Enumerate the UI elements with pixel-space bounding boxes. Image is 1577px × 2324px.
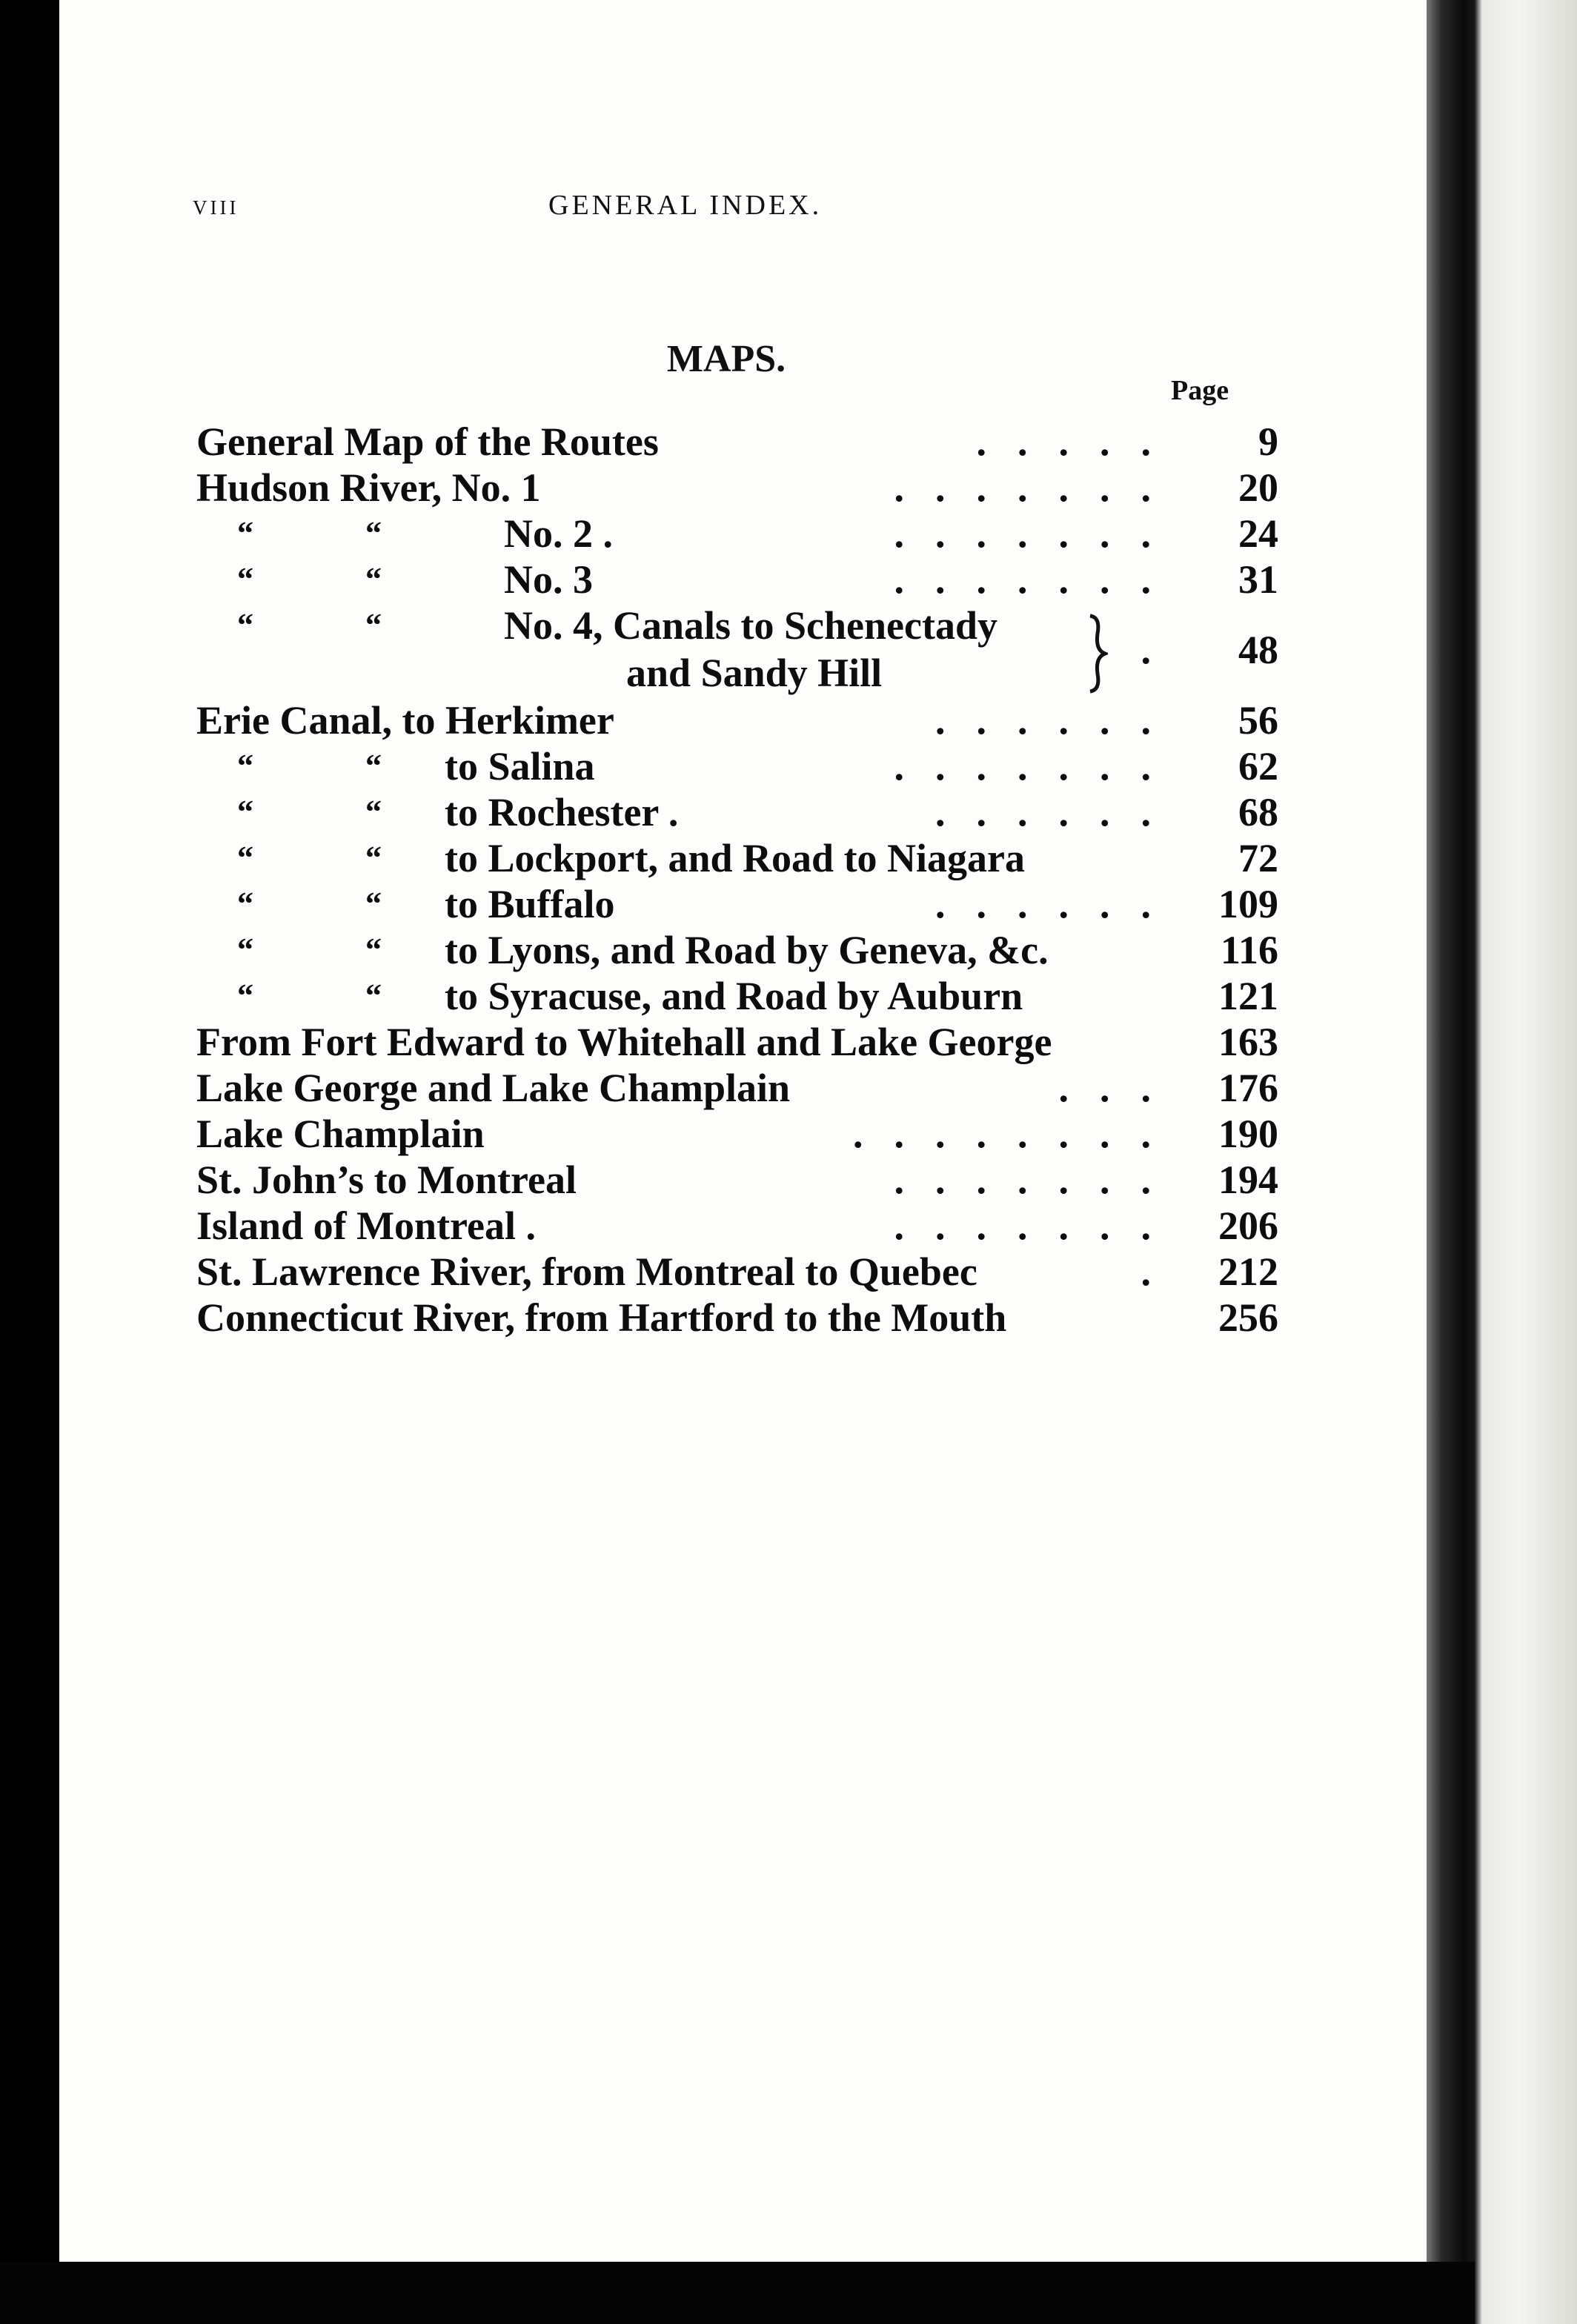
entry-title: to Lockport, and Road to Niagara <box>445 836 1026 880</box>
dot-leader: ....... <box>894 511 1182 556</box>
index-entry <box>196 927 1278 973</box>
entry-page-number: 62 <box>1238 744 1278 788</box>
index-entry <box>196 1065 1278 1111</box>
entry-title: No. 2 . <box>504 511 613 556</box>
entry-page-number: 212 <box>1218 1249 1278 1294</box>
entry-title: Lake George and Lake Champlain <box>196 1066 791 1110</box>
entry-page-number: 206 <box>1218 1204 1278 1248</box>
index-entry <box>196 1249 1278 1295</box>
dot-leader: ........ <box>853 1112 1182 1156</box>
dot-leader: ....... <box>894 465 1182 510</box>
entry-title: to Syracuse, and Road by Auburn <box>445 974 1023 1018</box>
index-entry <box>196 419 1278 465</box>
index-entry <box>196 881 1278 927</box>
page-folio: viii <box>193 190 239 221</box>
entry-page-number: 72 <box>1238 836 1278 880</box>
dot-leader: ....... <box>894 1158 1182 1202</box>
entry-title: General Map of the Routes <box>196 419 659 464</box>
dot-leader: . <box>1141 1249 1182 1294</box>
book-gutter <box>1427 0 1478 2324</box>
entry-title: St. John’s to Montreal <box>196 1158 577 1202</box>
entry-page-number: 31 <box>1238 557 1278 602</box>
dot-leader: ...... <box>935 790 1182 834</box>
ditto-marks: “ “ <box>237 794 382 830</box>
entry-page-number: 256 <box>1218 1295 1278 1340</box>
page-column-label: Page <box>1171 375 1229 406</box>
entry-page-number: 68 <box>1238 790 1278 834</box>
maps-index-list <box>196 419 1278 1341</box>
dot-leader: ..... <box>976 419 1182 464</box>
entry-title: to Lyons, and Road by Geneva, &c. <box>445 928 1049 972</box>
ditto-marks: “ “ <box>237 840 382 876</box>
entry-title: to Buffalo <box>445 882 615 926</box>
running-head <box>193 189 1304 233</box>
section-title: MAPS. <box>666 338 786 380</box>
ditto-marks: “ “ <box>237 748 382 784</box>
entry-page-number: 56 <box>1238 698 1278 743</box>
index-entry <box>196 789 1278 835</box>
facing-page-edge <box>1475 0 1577 2324</box>
entry-title: Island of Montreal . <box>196 1204 537 1248</box>
index-entry <box>196 1019 1278 1065</box>
entry-title: Lake Champlain <box>196 1112 485 1156</box>
index-entry <box>196 1157 1278 1203</box>
entry-page-number: 9 <box>1258 419 1278 464</box>
index-entry <box>196 465 1278 511</box>
ditto-marks: “ “ <box>237 977 382 1014</box>
entry-page-number: 190 <box>1218 1112 1278 1156</box>
entry-title: Hudson River, No. 1 <box>196 465 541 510</box>
page-bottom-edge <box>0 2262 1475 2324</box>
dot-leader: ...... <box>935 882 1182 926</box>
ditto-marks: “ “ <box>237 607 382 643</box>
entry-title: No. 3 <box>504 557 593 602</box>
dot-leader: ....... <box>894 744 1182 788</box>
entry-page-number: 176 <box>1218 1066 1278 1110</box>
dot-leader: ....... <box>894 1204 1182 1248</box>
index-entry <box>196 557 1278 602</box>
index-entry <box>196 743 1278 789</box>
curly-brace <box>1086 613 1108 694</box>
entry-page-number: 109 <box>1218 882 1278 926</box>
dot-leader: . <box>1141 628 1182 672</box>
entry-title: to Salina <box>445 744 595 788</box>
dot-leader: ....... <box>894 557 1182 602</box>
entry-page-number: 20 <box>1238 465 1278 510</box>
entry-title: Erie Canal, to Herkimer <box>196 698 614 743</box>
dot-leader: ... <box>1058 1066 1182 1110</box>
entry-title: From Fort Edward to Whitehall and Lake George <box>196 1020 1052 1064</box>
index-entry <box>196 1111 1278 1157</box>
index-entry <box>196 697 1278 743</box>
entry-title-continued: and Sandy Hill <box>626 651 883 695</box>
index-entry <box>196 1203 1278 1249</box>
entry-page-number: 24 <box>1238 511 1278 556</box>
ditto-marks: “ “ <box>237 932 382 968</box>
entry-page-number: 163 <box>1218 1020 1278 1064</box>
index-entry <box>196 835 1278 881</box>
entry-title: No. 4, Canals to Schenectady <box>504 603 998 648</box>
entry-page-number: 121 <box>1218 974 1278 1018</box>
entry-page-number: 116 <box>1220 928 1278 972</box>
ditto-marks: “ “ <box>237 561 382 597</box>
entry-title: to Rochester . <box>445 790 679 834</box>
index-entry <box>196 1295 1278 1341</box>
ditto-marks: “ “ <box>237 515 382 551</box>
entry-page-number: 48 <box>1238 628 1278 672</box>
entry-title: Connecticut River, from Hartford to the Mouth <box>196 1295 1007 1340</box>
entry-title: St. Lawrence River, from Montreal to Quebec <box>196 1249 977 1294</box>
index-entry <box>196 973 1278 1019</box>
entry-page-number: 194 <box>1218 1158 1278 1202</box>
index-entry <box>196 511 1278 557</box>
ditto-marks: “ “ <box>237 886 382 922</box>
running-title: GENERAL INDEX. <box>548 190 823 221</box>
dot-leader: ...... <box>935 698 1182 743</box>
index-entry <box>196 602 1278 697</box>
